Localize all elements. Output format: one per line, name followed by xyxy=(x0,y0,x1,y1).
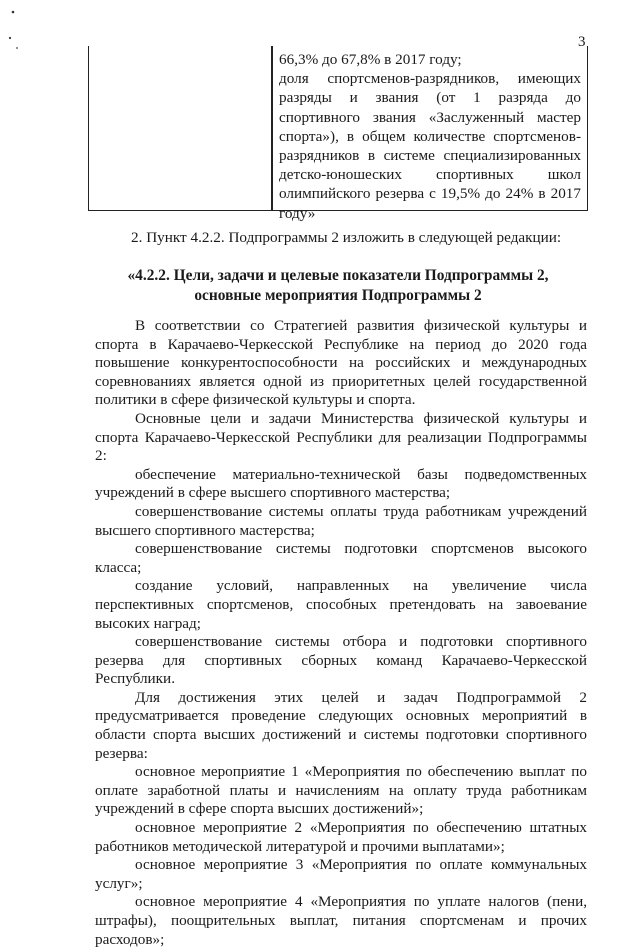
paragraph: создание условий, направленных на увеличение числа перспективных спортсменов, способных претендовать на завоевание высоких наград; xyxy=(95,577,587,632)
section-title-line: «4.2.2. Цели, задачи и целевые показатели Подпрограммы 2, xyxy=(127,267,549,284)
page-number: 3 xyxy=(578,34,586,50)
paragraph: основное мероприятие 4 «Мероприятия по уплате налогов (пени, штрафы), поощрительных выплат, питания спортсменам и прочих расходов»; xyxy=(95,893,587,948)
paragraph: обеспечение материально-технической базы подведомственных учреждений в сфере высшего спортивного мастерства; xyxy=(95,465,587,502)
paragraph: основное мероприятие 1 «Мероприятия по обеспечению выплат по оплате заработной платы и начислениям на оплату труда работникам учреждений в сфере спорта высших достижений»; xyxy=(95,763,587,818)
paragraph: основное мероприятие 2 «Мероприятия по обеспечению штатных работников методической литературой и прочими выплатами»; xyxy=(95,819,587,855)
document-body xyxy=(95,317,587,949)
paragraph: совершенствование системы подготовки спортсменов высокого класса; xyxy=(95,540,587,576)
table-right-cell xyxy=(279,50,581,223)
amendment-intro: 2. Пункт 4.2.2. Подпрограммы 2 изложить в следующей редакции: xyxy=(131,229,562,246)
paragraph: Основные цели и задачи Министерства физической культуры и спорта Карачаево-Черкесской Республики для реализации Подпрограммы 2: xyxy=(95,409,587,465)
paragraph: совершенствование системы отбора и подготовки спортивного резерва для спортивных сборных команд Карачаево-Черкесской Республики. xyxy=(95,633,587,688)
paragraph: Для достижения этих целей и задач Подпрограммой 2 предусматривается проведение следующих основных мероприятий в области спорта высших достижений и системы подготовки спортивного резерва: xyxy=(95,688,587,762)
section-title xyxy=(88,266,588,305)
section-title-line: основные мероприятия Подпрограммы 2 xyxy=(194,286,482,304)
paragraph: совершенствование системы оплаты труда работникам учреждений высшего спортивного мастерства; xyxy=(95,502,587,539)
paragraph: В соответствии со Стратегией развития физической культуры и спорта в Карачаево-Черкесской Республике на период до 2020 года повышение конкурентоспособности на российских и международных соревнованиях является одной из приоритетных целей государственной политики в сфере физической культуры и спорта. xyxy=(95,317,587,409)
paragraph: основное мероприятие 3 «Мероприятия по оплате коммунальных услуг»; xyxy=(95,856,587,892)
table-cell-line: 66,3% до 67,8% в 2017 году; xyxy=(279,51,462,68)
table-column-divider xyxy=(271,46,273,210)
table-fragment xyxy=(88,46,588,222)
table-cell-line: доля спортсменов-разрядников, имеющих разряды и звания (от 1 разряда до спортивного звания «Заслуженный мастер спорта»), в общем количестве спортсменов-разрядников в системе специализированных детско-юношеских спортивных школ олимпийского резерва с 19,5% до 24% в 2017 году» xyxy=(279,70,581,222)
